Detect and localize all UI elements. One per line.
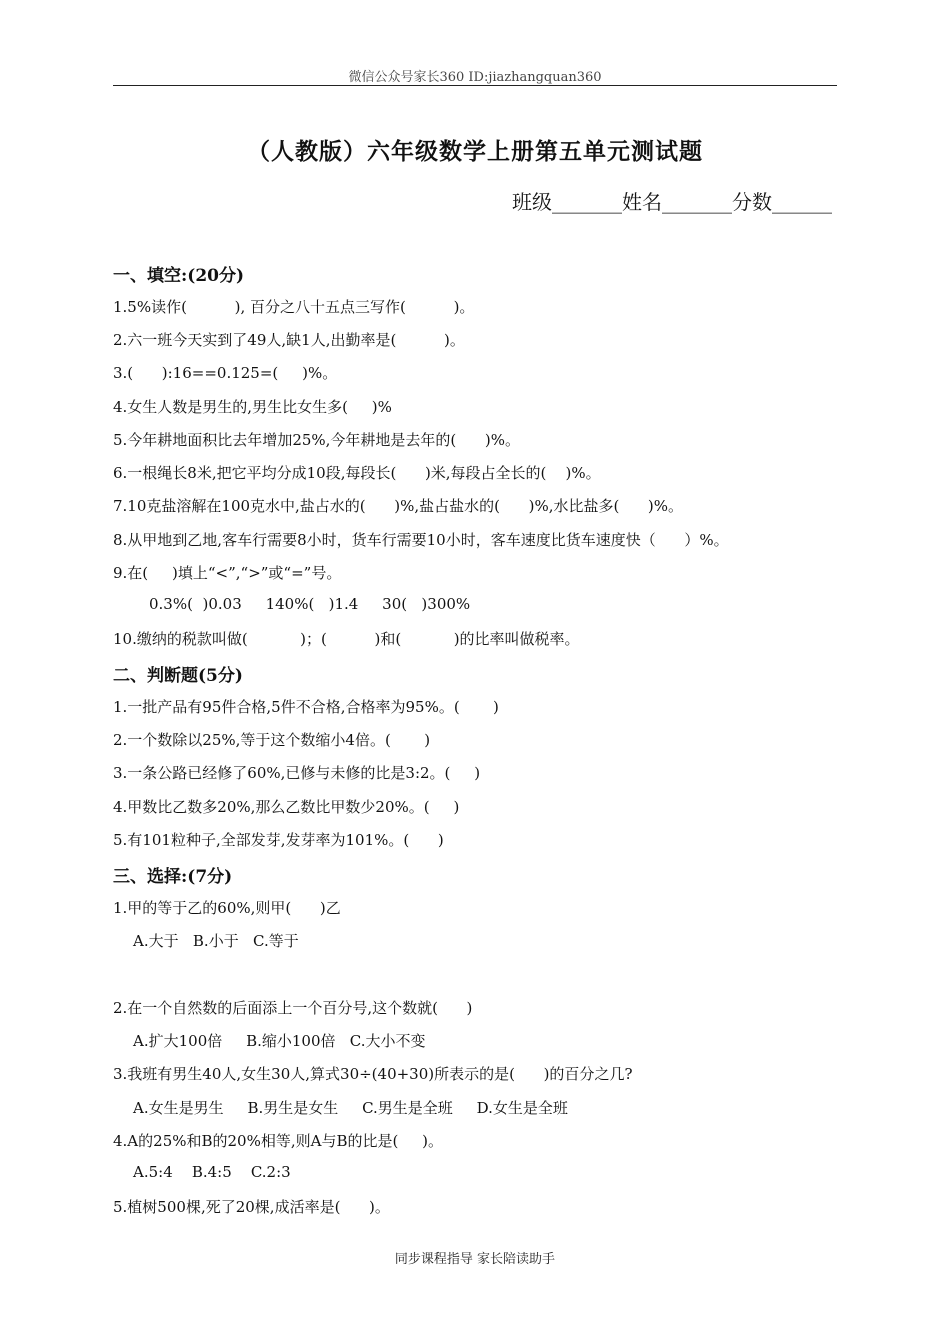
choice-question-2: 2.在一个自然数的后面添上一个百分号,这个数就( )	[113, 999, 473, 1017]
choice-question-1: 1.甲的等于乙的60%,则甲( )乙	[113, 899, 341, 917]
judge-question-2: 2.一个数除以25%,等于这个数缩小4倍。( )	[113, 731, 431, 749]
choice-question-2-options: A.扩大100倍 B.缩小100倍 C.大小不变	[133, 1032, 426, 1050]
choice-question-3: 3.我班有男生40人,女生30人,算式30÷(40+30)所表示的是( )的百分之几?	[113, 1065, 633, 1083]
judge-question-4: 4.甲数比乙数多20%,那么乙数比甲数少20%。( )	[113, 798, 460, 816]
fill-question-10: 10.缴纳的税款叫做( )；( )和( )的比率叫做税率。	[113, 630, 580, 648]
fill-question-6: 6.一根绳长8米,把它平均分成10段,每段长( )米,每段占全长的( )%。	[113, 464, 601, 482]
judge-question-3: 3.一条公路已经修了60%,已修与未修的比是3:2。( )	[113, 764, 481, 782]
fill-question-9-items: 0.3%( )0.03 140%( )1.4 30( )300%	[149, 595, 471, 613]
fill-question-3: 3.( ):16==0.125=( )%。	[113, 364, 338, 382]
choice-question-1-options: A.大于 B.小于 C.等于	[133, 932, 299, 950]
fill-question-2: 2.六一班今天实到了49人,缺1人,出勤率是( )。	[113, 331, 465, 349]
page-footer: 同步课程指导 家长陪读助手	[394, 1252, 556, 1267]
section-choice-heading: 三、选择:(7分)	[113, 867, 233, 887]
fill-question-5: 5.今年耕地面积比去年增加25%,今年耕地是去年的( )%。	[113, 431, 520, 449]
section-fill-in-heading: 一、填空:(20分)	[113, 266, 245, 286]
choice-question-4: 4.A的25%和B的20%相等,则A与B的比是( )。	[113, 1132, 444, 1150]
header-divider	[113, 85, 837, 86]
fill-question-7: 7.10克盐溶解在100克水中,盐占水的( )%,盐占盐水的( )%,水比盐多( )%。	[113, 497, 684, 515]
page-title: （人教版）六年级数学上册第五单元测试题	[247, 138, 703, 165]
fill-question-9: 9.在( )填上“<”,“>”或“=”号。	[113, 564, 342, 582]
page-header: 微信公众号家长360 ID:jiazhangquan360	[348, 70, 602, 85]
choice-question-5: 5.植树500棵,死了20棵,成活率是( )。	[113, 1198, 390, 1216]
section-judgment-heading: 二、判断题(5分)	[113, 666, 243, 686]
choice-question-3-options: A.女生是男生 B.男生是女生 C.男生是全班 D.女生是全班	[133, 1099, 568, 1117]
fill-question-8: 8.从甲地到乙地,客车行需要8小时，货车行需要10小时，客车速度比货车速度快（ ）%。	[113, 531, 729, 549]
fill-question-4: 4.女生人数是男生的,男生比女生多( )%	[113, 398, 392, 416]
judge-question-1: 1.一批产品有95件合格,5件不合格,合格率为95%。( )	[113, 698, 499, 716]
student-info-line: 班级_______姓名_______分数______	[512, 190, 832, 214]
judge-question-5: 5.有101粒种子,全部发芽,发芽率为101%。( )	[113, 831, 444, 849]
fill-question-1: 1.5%读作( ), 百分之八十五点三写作( )。	[113, 298, 475, 316]
choice-question-4-options: A.5:4 B.4:5 C.2:3	[133, 1163, 291, 1181]
